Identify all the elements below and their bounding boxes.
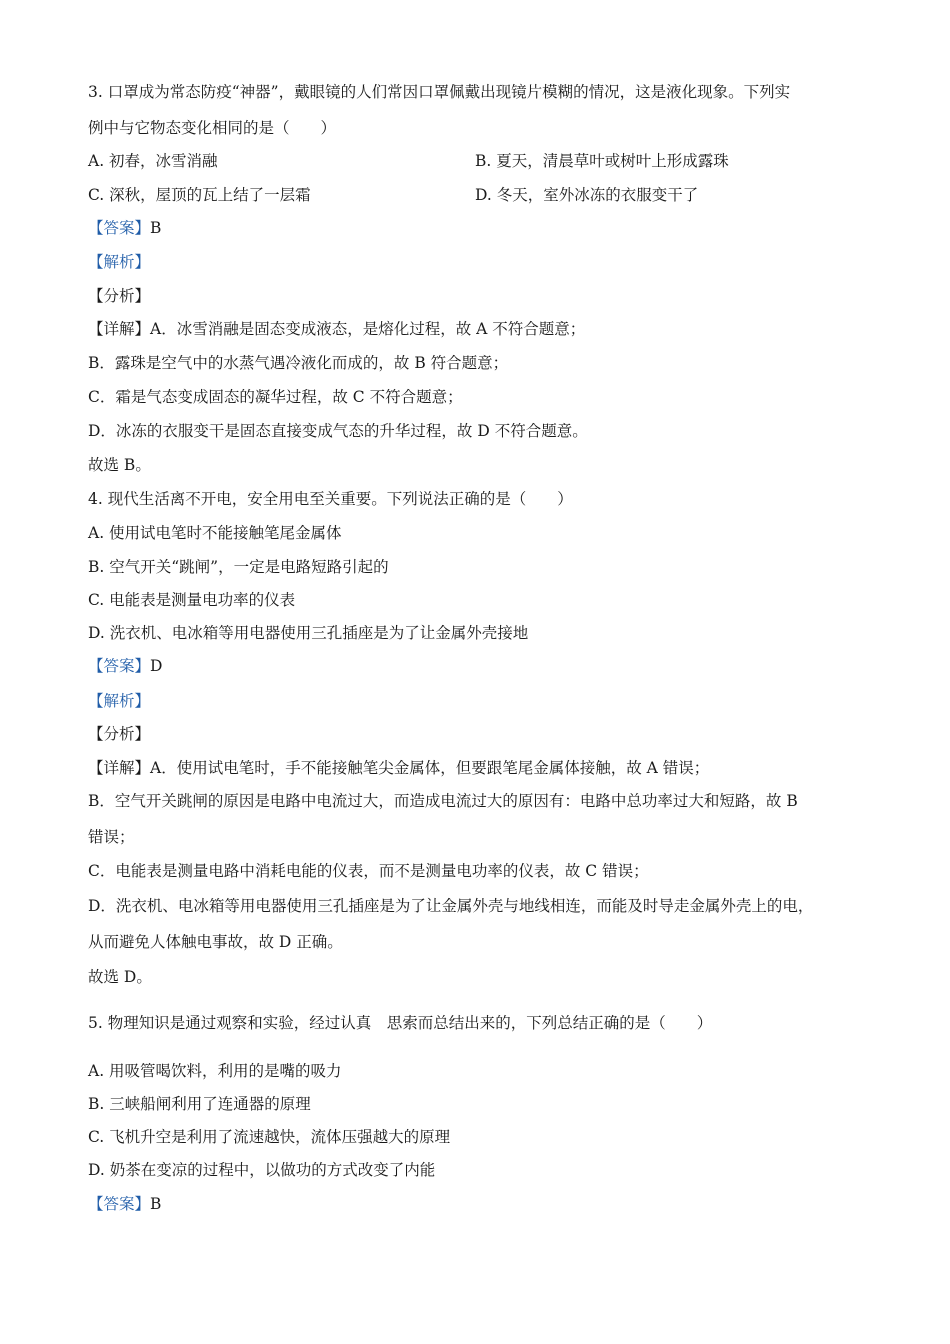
q3-detail-tag: 【详解】 [88, 320, 151, 338]
q3-option-d: D. 冬天，室外冰冻的衣服变干了 [475, 186, 699, 204]
q4-detail-a [88, 758, 709, 778]
q4-stem: 4. 现代生活离不开电，安全用电至关重要。下列说法正确的是（ ） [88, 490, 573, 508]
q3-stem-line2: 例中与它物态变化相同的是（ ） [88, 119, 337, 137]
q3-detail-a [88, 319, 585, 339]
q3-option-b: B. 夏天，清晨草叶或树叶上形成露珠 [475, 152, 729, 170]
q3-conclusion: 故选 B。 [88, 456, 151, 474]
q4-answer [88, 656, 162, 676]
q4-fenxi: 【分析】 [88, 725, 151, 743]
q3-analysis-tag: 【解析】 [88, 253, 151, 271]
q5-option-d: D. 奶茶在变凉的过程中，以做功的方式改变了内能 [88, 1161, 436, 1179]
q4-option-c: C. 电能表是测量电功率的仪表 [88, 591, 296, 609]
q3-detail-a-text: A．冰雪消融是固态变成液态，是熔化过程，故 A 不符合题意； [150, 320, 586, 338]
q4-detail-b1: B．空气开关跳闸的原因是电路中电流过大，而造成电流过大的原因有：电路中总功率过大和短路，故 B [88, 792, 798, 810]
q5-answer [88, 1194, 161, 1214]
q3-detail-d: D．冰冻的衣服变干是固态直接变成气态的升华过程，故 D 不符合题意。 [88, 422, 588, 440]
q5-stem: 5. 物理知识是通过观察和实验，经过认真 思索而总结出来的，下列总结正确的是（ ） [88, 1014, 713, 1032]
q3-detail-b: B．露珠是空气中的水蒸气遇冷液化而成的，故 B 符合题意； [88, 354, 509, 372]
q4-conclusion: 故选 D。 [88, 968, 152, 986]
q3-detail-c: C．霜是气态变成固态的凝华过程，故 C 不符合题意； [88, 388, 463, 406]
q4-option-b: B. 空气开关“跳闸”，一定是电路短路引起的 [88, 558, 389, 576]
q5-option-a: A. 用吸管喝饮料，利用的是嘴的吸力 [88, 1062, 342, 1080]
q5-option-c: C. 飞机升空是利用了流速越快，流体压强越大的原理 [88, 1128, 451, 1146]
q4-detail-c: C．电能表是测量电路中消耗电能的仪表，而不是测量电功率的仪表，故 C 错误； [88, 862, 649, 880]
q4-detail-tag: 【详解】 [88, 759, 151, 777]
q5-answer-tag: 【答案】 [88, 1195, 151, 1213]
q5-option-b: B. 三峡船闸利用了连通器的原理 [88, 1095, 311, 1113]
q3-option-a: A. 初春，冰雪消融 [88, 152, 218, 170]
q3-answer [88, 218, 161, 238]
q4-detail-a-text: A．使用试电笔时，手不能接触笔尖金属体，但要跟笔尾金属体接触，故 A 错误； [150, 759, 710, 777]
q3-answer-tag: 【答案】 [88, 219, 151, 237]
q3-option-c: C. 深秋，屋顶的瓦上结了一层霜 [88, 186, 311, 204]
q4-detail-d1: D．洗衣机、电冰箱等用电器使用三孔插座是为了让金属外壳与地线相连，而能及时导走金属外壳上的电， [88, 897, 814, 915]
q3-answer-value: B [150, 219, 162, 237]
q4-answer-value: D [150, 657, 163, 675]
q3-stem-line1: 3. 口罩成为常态防疫“神器”，戴眼镜的人们常因口罩佩戴出现镜片模糊的情况，这是液化现象。下列实 [88, 83, 791, 101]
q5-answer-value: B [150, 1195, 162, 1213]
q4-answer-tag: 【答案】 [88, 657, 151, 675]
q3-fenxi: 【分析】 [88, 287, 151, 305]
q4-option-d: D. 洗衣机、电冰箱等用电器使用三孔插座是为了让金属外壳接地 [88, 624, 529, 642]
q4-detail-b2: 错误； [88, 828, 135, 846]
q4-detail-d2: 从而避免人体触电事故，故 D 正确。 [88, 933, 343, 951]
q4-option-a: A. 使用试电笔时不能接触笔尾金属体 [88, 524, 342, 542]
q4-analysis-tag: 【解析】 [88, 692, 151, 710]
